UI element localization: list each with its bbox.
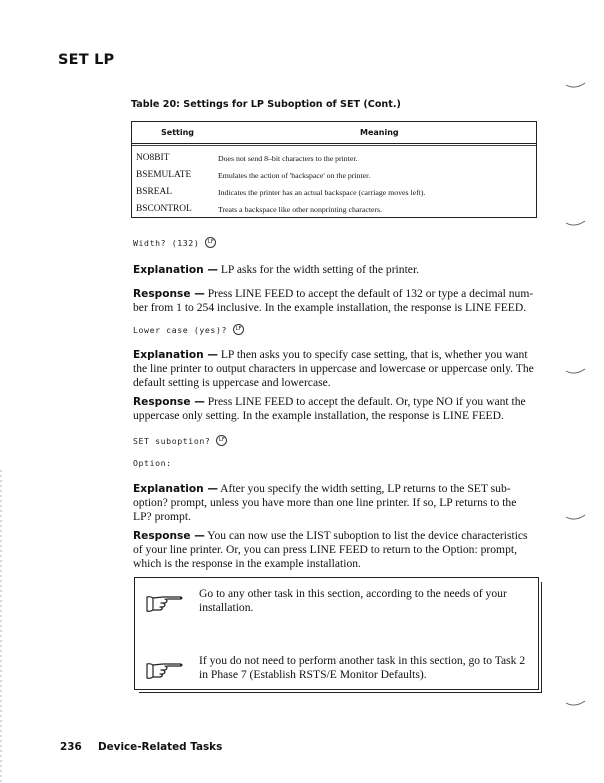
explanation-label: Explanation — <box>133 349 218 361</box>
option-prompt <box>133 458 172 468</box>
column-header-setting: Setting <box>161 128 194 137</box>
margin-mark-icon <box>565 700 587 708</box>
chapter-title: Device-Related Tasks <box>98 741 223 753</box>
meaning-cell: Indicates the printer has an actual backspace (carriage moves left). <box>218 188 426 197</box>
width-prompt <box>133 238 216 249</box>
explanation-text: LP then asks you to specify case setting, that is, whether you want the line printer to output characters in uppercase and lowercase or uppercase only. The default setting is uppercase and lowercase. <box>133 348 534 390</box>
option-response <box>133 529 537 572</box>
table-row <box>132 204 536 221</box>
prompt-text: Lower case (yes)? <box>133 325 227 335</box>
line-feed-key-icon: LF <box>233 324 244 335</box>
table-caption: Table 20: Settings for LP Suboption of SET (Cont.) <box>131 99 401 110</box>
setting-cell: NO8BIT <box>136 153 170 163</box>
column-header-meaning: Meaning <box>360 128 399 137</box>
setting-cell: BSEMULATE <box>136 170 192 180</box>
scan-edge <box>0 470 2 783</box>
table-row <box>132 170 536 187</box>
page-number: 236 <box>60 741 82 753</box>
margin-mark-icon <box>565 514 587 522</box>
page-footer <box>60 741 222 753</box>
response-text: Press LINE FEED to accept the default. Or, type NO if you want the uppercase only setting. In the example installation, the response is LINE FEED. <box>133 395 526 423</box>
pointing-hand-icon <box>145 591 185 613</box>
set-suboption-prompt <box>133 436 227 447</box>
settings-table <box>131 121 537 218</box>
next-steps-box <box>134 577 539 690</box>
table-row <box>132 153 536 170</box>
response-text: Press LINE FEED to accept the default of 132 or type a decimal num-ber from 1 to 254 inclusive. In the example installation, the response is LINE FEED. <box>133 287 534 315</box>
note-text: If you do not need to perform another task in this section, go to Task 2 in Phase 7 (Establish RSTS/E Monitor Defaults). <box>199 654 526 682</box>
section-title: SET LP <box>58 52 115 68</box>
meaning-cell: Emulates the action of 'backspace' on the printer. <box>218 171 371 180</box>
table-header <box>132 122 536 144</box>
setting-cell: BSCONTROL <box>136 204 192 214</box>
explanation-text: LP asks for the width setting of the printer. <box>217 263 420 276</box>
explanation-text: After you specify the width setting, LP returns to the SET sub-option? prompt, unless you have more than one line printer. If so, LP returns to the LP? prompt. <box>133 482 517 524</box>
line-feed-key-icon: LF <box>216 435 227 446</box>
meaning-cell: Does not send 8–bit characters to the printer. <box>218 154 358 163</box>
width-explanation <box>133 263 537 277</box>
prompt-text: SET suboption? <box>133 436 211 446</box>
response-label: Response — <box>133 288 205 300</box>
response-text: You can now use the LIST suboption to list the device characteristics of your line printer. Or, you can press LINE FEED to return to the Option: prompt, which is the response in the example installation. <box>133 529 528 571</box>
response-label: Response — <box>133 530 205 542</box>
response-label: Response — <box>133 396 205 408</box>
pointing-hand-icon <box>145 658 185 680</box>
table-body <box>132 153 536 221</box>
option-explanation <box>133 482 537 525</box>
width-response <box>133 287 537 315</box>
line-feed-key-icon: LF <box>205 237 216 248</box>
table-row <box>132 187 536 204</box>
note-text: Go to any other task in this section, according to the needs of your installation. <box>199 587 507 615</box>
prompt-text: Option: <box>133 458 172 468</box>
lowercase-prompt <box>133 325 244 336</box>
prompt-text: Width? (132) <box>133 238 200 248</box>
margin-mark-icon <box>565 82 587 90</box>
explanation-label: Explanation — <box>133 264 218 276</box>
explanation-label: Explanation — <box>133 483 218 495</box>
case-response <box>133 395 537 423</box>
margin-mark-icon <box>565 368 587 376</box>
meaning-cell: Treats a backspace like other nonprinting characters. <box>218 205 383 214</box>
setting-cell: BSREAL <box>136 187 172 197</box>
case-explanation <box>133 348 537 391</box>
margin-mark-icon <box>565 220 587 228</box>
